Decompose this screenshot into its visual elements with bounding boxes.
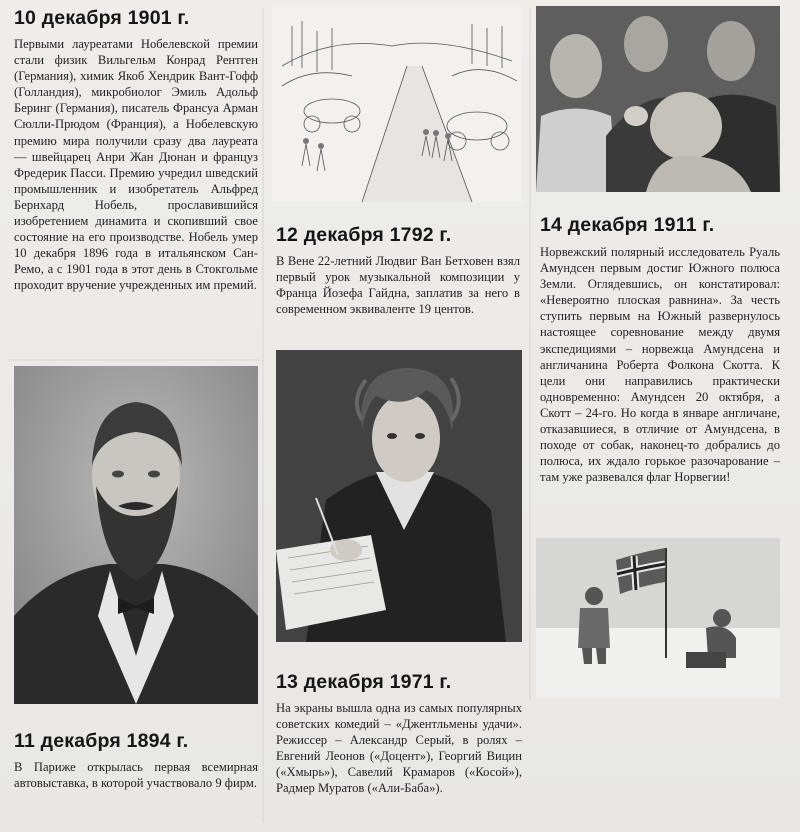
article-13-dec-1971-text: На экраны вышла одна из самых популярных советских комедий – «Джентльмены удачи». Режиссер – Александр Серый, в ролях – Евгений Леонов («Доцент»), Георгий Вицин («Хмырь»), Савелий Крамаров («Косой»), Радмер Муратов («Али-Баба»). <box>276 701 522 796</box>
heading-14-dec-1911: 14 декабря 1911 г. <box>540 214 715 236</box>
heading-12-dec-1792: 12 декабря 1792 г. <box>276 224 452 246</box>
article-10-dec-1901-text: Первыми лауреатами Нобелевской премии стали физик Вильгельм Конрад Рентген (Германия), химик Якоб Хендрик Вант-Гофф (Голландия), микробиолог Эмиль Адольф Беринг (Германия), писатель Франсуа Арман Сюлли-Прюдом (Франция), а Нобелевскую премию мира получили сразу два лауреата — швейцарец Анри Жан Дюнан и француз Фредерик Пасси. Премию учредил шведский промышленник и изобретатель Альфред Бернхард Нобель, прославившийся изобретением динамита и скопивший свое состояние на его производстве. Нобель умер 10 декабря 1896 года в итальянском Сан-Ремо, а с 1901 года в этот день в Стокгольме проходит вручение учрежденных им премий. <box>14 37 258 293</box>
article-14-dec-1911-text: Норвежский полярный исследователь Руаль Амундсен первым достиг Южного полюса Земли. Оглядевшись, он констатировал: «Невероятно плоская равнина». За честь ступить первым на Южный развернулось настоящее соревнование между двумя экспедициями – норвежца Амундсена и англичанина Роберта Фолкона Скотта. К цели они направились практически одновременно: Амундсен 20 октября, а Скотт – 24-го. Но когда в январе англичане, отказавшиеся, в отличие от Амундсена, в походе от собак, наконец-то добрались до полюса, их ждало горькое разочарование – там уже развевался флаг Норвегии! <box>540 245 780 485</box>
heading-10-dec-1901: 10 декабря 1901 г. <box>14 7 190 29</box>
photo-alfred-nobel-portrait <box>14 366 258 704</box>
photo-gentlemen-of-fortune-cast <box>536 6 780 192</box>
illustration-early-automobiles-sketch <box>272 6 522 202</box>
heading-13-dec-1971: 13 декабря 1971 г. <box>276 671 452 693</box>
heading-11-dec-1894: 11 декабря 1894 г. <box>14 730 189 752</box>
photo-amundsen-south-pole-flag <box>536 538 780 698</box>
article-11-dec-1894-text: В Париже открылась первая всемирная автовыставка, в которой участвовало 9 фирм. <box>14 760 258 791</box>
article-12-dec-1792-text: В Вене 22-летний Людвиг Ван Бетховен взял первый урок музыкальной композиции у Франца Йозефа Гайдна, заплатив за него в современном эквиваленте 19 центов. <box>276 254 520 317</box>
painting-beethoven-portrait <box>276 350 522 642</box>
